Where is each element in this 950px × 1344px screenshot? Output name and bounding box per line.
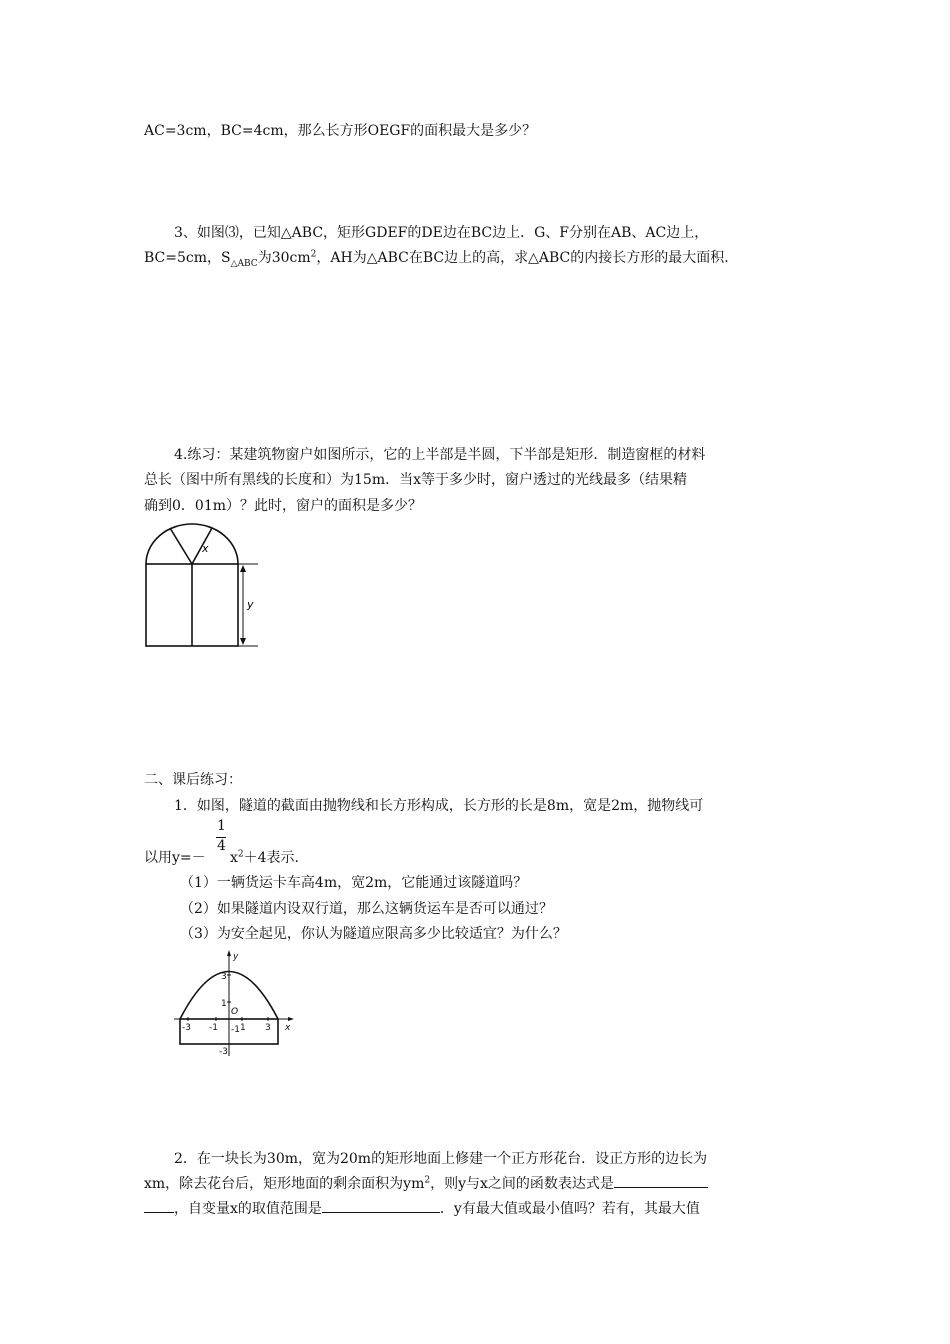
- label-x: x: [202, 542, 209, 555]
- window-radius-left: [170, 528, 192, 564]
- graph-label-x: x: [285, 1023, 291, 1033]
- s2-p2-line1: 2．在一块长为30m，宽为20m的矩形地面上修建一个正方形花台．设正方形的边长为: [174, 1151, 708, 1167]
- s2-x: x: [230, 850, 238, 866]
- s2-p2-superscript: 2: [424, 1175, 431, 1186]
- graph-label-y: y: [233, 952, 239, 962]
- s2-line2-c: ＋4表示.: [243, 850, 299, 866]
- graph-label-origin: O: [231, 1007, 239, 1017]
- s2-p1-line2-b: [230, 846, 299, 871]
- graph-label-xm1: -1: [209, 1023, 218, 1033]
- s2-p2-line3: [144, 1197, 810, 1222]
- q3-line2: [144, 246, 810, 271]
- q4-line3: 确到0．01m）？此时，窗户的面积是多少？: [144, 498, 422, 514]
- s2-p2-line2-b: ，则y与x之间的函数表达式是: [430, 1176, 614, 1192]
- question-tail-text: AC=3cm，BC=4cm，那么长方形OEGF的面积最大是多少？: [144, 123, 537, 139]
- q3-line1: 3、如图⑶，已知△ABC，矩形GDEF的DE边在BC边上．G、F分别在AB、AC边上，: [174, 225, 709, 241]
- q3-line2-c: ，AH为△ABC在BC边上的高，求△ABC的内接长方形的最大面积.: [316, 250, 729, 266]
- section-heading: 二、课后练习：: [144, 772, 242, 788]
- graph-label-ym3: -3: [219, 1047, 228, 1057]
- y-axis-arrow-icon: [227, 950, 231, 956]
- q3-subscript: △ABC: [230, 258, 258, 269]
- s2-p2-line2-a: xm，除去花台后，矩形地面的剩余面积为ym: [144, 1176, 425, 1192]
- q3-line2-a: BC=5cm，S: [144, 250, 231, 266]
- answer-blank-1-cont[interactable]: [144, 1198, 174, 1213]
- window-figure: [140, 516, 265, 652]
- s2-p1-line1: 1．如图，隧道的截面由抛物线和长方形构成，长方形的长是8m，宽是2m，抛物线可: [174, 798, 704, 814]
- graph-label-y3: 3: [221, 972, 227, 982]
- fraction-denominator: 4: [217, 838, 226, 854]
- q3-superscript: 2: [310, 249, 317, 260]
- s2-superscript: 2: [237, 849, 244, 860]
- graph-label-x3: 3: [265, 1023, 271, 1033]
- s2-p1-line2-a: 以用y=－: [144, 850, 206, 866]
- s2-sub1: （1）一辆货运卡车高4m，宽2m，它能通过该隧道吗？: [180, 875, 528, 891]
- s2-sub3: （3）为安全起见，你认为隧道应限高多少比较适宜？为什么？: [180, 926, 567, 942]
- s2-p2-line2: [144, 1172, 810, 1197]
- arrow-up-icon: [240, 565, 246, 572]
- graph-label-y1: 1: [221, 999, 227, 1009]
- s2-p2-line3-b: ．y有最大值或最小值吗？若有，其最大值: [439, 1201, 700, 1217]
- graph-label-ym1: -1: [231, 1025, 240, 1035]
- fraction-numerator: 1: [217, 818, 226, 834]
- arrow-down-icon: [240, 638, 246, 645]
- answer-blank-1[interactable]: [614, 1173, 708, 1188]
- q4-line2: 总长（图中所有黑线的长度和）为15m．当x等于多少时，窗户透过的光线最多（结果精: [144, 472, 687, 488]
- q4-line1: 4.练习：某建筑物窗户如图所示，它的上半部是半圆，下半部是矩形．制造窗框的材料: [174, 447, 706, 463]
- label-y: y: [247, 598, 254, 611]
- graph-label-x1: 1: [240, 1023, 246, 1033]
- s2-sub2: （2）如果隧道内设双行道，那么这辆货运车是否可以通过？: [180, 901, 553, 917]
- s2-p2-line3-a: ，自变量x的取值范围是: [174, 1201, 322, 1217]
- window-semicircle: [146, 524, 238, 564]
- answer-blank-2[interactable]: [322, 1198, 440, 1213]
- tunnel-graph: [170, 950, 302, 1062]
- q3-line2-b: 为30cm: [257, 250, 311, 266]
- x-axis-arrow-icon: [288, 1017, 294, 1021]
- graph-label-xm3: -3: [182, 1023, 191, 1033]
